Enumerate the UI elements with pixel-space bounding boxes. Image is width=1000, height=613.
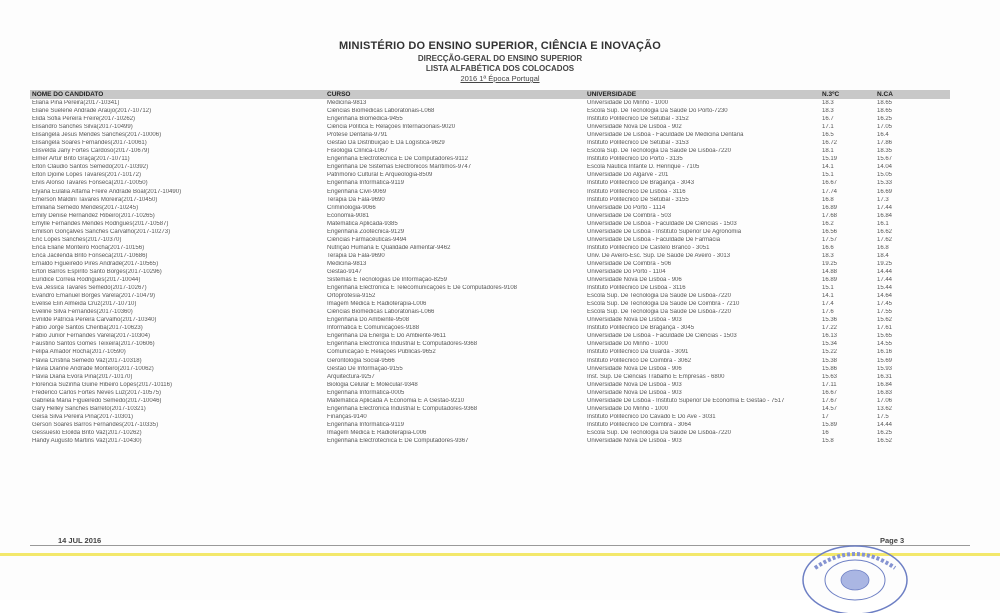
score-nca: 15.05 [877, 172, 893, 179]
course-name: Engenharia Informática-9119 [327, 180, 404, 187]
university-name: Instituto Politécnico De Setúbal - 3155 [587, 196, 689, 203]
candidate-name: Faustino Santos Gomes Teixeira(2017-10606) [32, 341, 155, 348]
score-n3c: 16.67 [822, 180, 838, 187]
candidate-name: Erica Jacilenda Brito Fonseca(2017-10686) [32, 252, 148, 259]
university-name: Univ. De Aveiro-Esc. Sup. De Saúde De Aveiro - 3013 [587, 252, 731, 259]
score-nca: 15.44 [877, 285, 893, 292]
course-name: Engenharia De Sistemas Electrónicos Marítimos-9747 [327, 164, 472, 171]
score-n3c: 14.1 [822, 293, 834, 300]
score-n3c: 18.3 [822, 252, 834, 259]
university-name: Instituto Politécnico De Setúbal - 3152 [587, 116, 689, 123]
score-nca: 16.52 [877, 437, 893, 444]
score-n3c: 15.1 [822, 285, 834, 292]
candidate-name: Emiliana Semedo Mendes(2017-10245) [32, 204, 139, 211]
table-row [30, 260, 950, 268]
table-row [30, 357, 950, 365]
score-nca: 15.69 [877, 357, 893, 364]
candidate-name: Ernaldo Figueiredo Pires Andrade(2017-10565) [32, 260, 159, 267]
course-name: Engenharia Civil-9069 [327, 188, 387, 195]
score-n3c: 16.5 [822, 132, 834, 139]
course-name: Engenharia Electrotécnica E De Computadores-9367 [327, 437, 469, 444]
candidate-name: Flávia Dianne Andrade Monteiro(2017-10062) [32, 365, 154, 372]
university-name: Universidade De Lisboa - Faculdade De Farmácia [587, 236, 721, 243]
university-name: Escola Sup. De Tecnologia Da Saúde Do Porto-7230 [587, 108, 728, 115]
score-nca: 18.4 [877, 252, 889, 259]
column-header-name: NOME DO CANDIDATO [32, 91, 104, 98]
candidate-name: Gary Helley Sanches Barreto(2017-10321) [32, 405, 146, 412]
score-n3c: 14.1 [822, 164, 834, 171]
university-name: Instituto Politécnico Do Cávado E Do Ave - 3031 [587, 413, 716, 420]
directorate-subtitle: DIRECÇÃO-GERAL DO ENSINO SUPERIOR [417, 54, 583, 63]
score-nca: 16.25 [877, 116, 893, 123]
score-n3c: 17.67 [822, 397, 838, 404]
candidate-name: Eva Jéssica Tavares Semedo(2017-10267) [32, 285, 147, 292]
course-name: Comunicação E Relações Públicas-9652 [327, 349, 436, 356]
candidate-name: Elyana Eulália Alfama Freire Andrade Boal(2017-10490) [32, 188, 182, 195]
university-name: Universidade De Lisboa - Faculdade De Ciências - 1503 [587, 333, 737, 340]
table-row [30, 429, 950, 437]
candidate-name: Flávia Cristina Semedo Vaz(2017-10318) [32, 357, 142, 364]
candidate-name: Eliane Suelene Andrade Araújo(2017-10712) [32, 108, 152, 115]
table-row [30, 228, 950, 236]
score-nca: 14.55 [877, 341, 893, 348]
candidate-name: Gabriela Maria Figueiredo Semedo(2017-10046) [32, 397, 162, 404]
course-name: Medicina-9813 [327, 260, 367, 267]
university-name: Instituto Politécnico De Castelo Branco - 3051 [587, 244, 710, 251]
table-row [30, 155, 950, 163]
candidate-name: Elisandro Sanches Silva(2017-10499) [32, 124, 133, 131]
table-row [30, 188, 950, 196]
score-nca: 19.25 [877, 260, 893, 267]
university-name: Universidade De Lisboa - Faculdade De Medicina Dentária [587, 132, 744, 139]
candidate-name: Gessueslo Eloilda Brito Vaz(2017-10262) [32, 429, 142, 436]
university-name: Universidade Nova De Lisboa - 906 [587, 365, 682, 372]
score-n3c: 16.13 [822, 333, 838, 340]
table-row [30, 252, 950, 260]
table-row [30, 276, 950, 284]
candidate-name: Geisa Silva Pereira Pina(2017-10301) [32, 413, 134, 420]
score-nca: 17.5 [877, 413, 889, 420]
score-n3c: 18.1 [822, 148, 834, 155]
candidate-name: Elton Djoine Lopes Tavares(2017-10172) [32, 172, 141, 179]
course-name: Terapia Da Fala-9690 [327, 196, 385, 203]
candidates-table [30, 90, 950, 445]
score-n3c: 15.1 [822, 172, 834, 179]
candidate-name: Emerson Maldini Tavares Moreira(2017-10450) [32, 196, 158, 203]
score-n3c: 17.74 [822, 188, 838, 195]
course-name: Engenharia Electrónica E Telecomunicações E De Computadores-9108 [327, 285, 517, 292]
score-nca: 17.05 [877, 124, 893, 131]
course-name: Economia-9081 [327, 212, 370, 219]
course-name: Engenharia Electrónica Industrial E Computadores-9368 [327, 405, 478, 412]
score-n3c: 17.6 [822, 309, 834, 316]
table-row [30, 284, 950, 292]
score-nca: 18.35 [877, 148, 893, 155]
score-n3c: 16.2 [822, 220, 834, 227]
course-name: Terapia Da Fala-9690 [327, 252, 385, 259]
university-name: Universidade Do Algarve - 201 [587, 172, 669, 179]
score-n3c: 15.19 [822, 156, 838, 163]
candidate-name: Eurídice Correia Rodrigues(2017-10044) [32, 277, 141, 284]
candidate-name: Evnilde Patrícia Pereira Carvalho(2017-10340) [32, 317, 157, 324]
course-name: Matemática Aplicada À Economia E À Gestão-9210 [327, 397, 465, 404]
table-row [30, 131, 950, 139]
score-nca: 17.62 [877, 236, 893, 243]
table-row [30, 204, 950, 212]
candidate-name: Eveline Silva Fernandes(2017-10360) [32, 309, 133, 316]
course-name: Ciências Biomédicas Laboratoriais-L066 [327, 309, 435, 316]
score-n3c: 18.3 [822, 108, 834, 115]
course-name: Engenharia Do Ambiente-9508 [327, 317, 410, 324]
score-n3c: 17.4 [822, 301, 834, 308]
university-name: Instituto Politécnico De Setúbal - 3153 [587, 140, 689, 147]
university-name: Instituto Politécnico De Bragança - 3043 [587, 180, 695, 187]
university-name: Universidade Nova De Lisboa - 902 [587, 124, 682, 131]
score-nca: 16.62 [877, 228, 893, 235]
table-row [30, 171, 950, 179]
table-row [30, 163, 950, 171]
score-nca: 16.83 [877, 389, 893, 396]
university-name: Escola Sup. De Tecnologia Da Saúde De Lisboa-7220 [587, 429, 731, 436]
score-nca: 15.67 [877, 156, 893, 163]
university-name: Instituto Politécnico Da Guarda - 3091 [587, 349, 689, 356]
university-name: Instituto Politécnico De Coimbra - 3064 [587, 421, 692, 428]
candidate-name: Handy Augusto Martins Vaz(2017-10430) [32, 437, 142, 444]
score-nca: 16.69 [877, 188, 893, 195]
university-name: Universidade De Lisboa - Faculdade De Ciências - 1503 [587, 220, 737, 227]
university-name: Inst. Sup. De Ciências Trabalho E Empresas - 6800 [587, 373, 725, 380]
course-name: Engenharia Biomédica-9455 [327, 116, 403, 123]
course-name: Gestão-9147 [327, 269, 362, 275]
candidate-name: Eliana Pina Pereira(2017-10341) [32, 100, 120, 107]
score-n3c: 15.34 [822, 341, 838, 348]
table-row [30, 381, 950, 389]
course-name: Matemática Aplicada-9385 [327, 220, 398, 227]
score-nca: 16.1 [877, 220, 889, 227]
table-row [30, 179, 950, 187]
score-n3c: 16.89 [822, 204, 838, 211]
course-name: Prótese Dentária-9791 [327, 132, 388, 139]
course-name: Nutrição Humana E Qualidade Alimentar-9462 [327, 244, 451, 251]
document-date: 14 JUL 2016 [58, 536, 102, 545]
candidate-name: Emily Denise Hernandez Ribeiro(2017-10265) [32, 212, 155, 219]
table-row [30, 308, 950, 316]
score-n3c: 14.57 [822, 405, 838, 412]
course-name: Engenharia Informática-0005 [327, 389, 405, 396]
candidate-name: Elvis Alonso Tavares Fonseca(2017-10050) [32, 180, 148, 187]
score-n3c: 16 [822, 429, 829, 436]
course-name: Património Cultural E Arqueologia-8509 [327, 172, 433, 179]
candidate-name: Emylle Fernandes Mendes Rodrigues(2017-10587) [32, 220, 169, 227]
score-n3c: 17.22 [822, 325, 838, 332]
score-n3c: 18.3 [822, 100, 834, 107]
university-name: Escola Sup. De Tecnologia Da Saúde De Lisboa-7220 [587, 293, 731, 300]
official-seal-icon [795, 538, 915, 613]
course-name: Ortoprotesia-9152 [327, 293, 376, 300]
table-row [30, 316, 950, 324]
ministry-title: MINISTÉRIO DO ENSINO SUPERIOR, CIÊNCIA E INOVAÇÃO [338, 40, 662, 52]
list-title: LISTA ALFABÉTICA DOS COLOCADOS [425, 64, 575, 73]
university-name: Universidade Nova De Lisboa - 903 [587, 389, 682, 396]
course-name: Imagem Médica E Radioterapia-L006 [327, 301, 427, 308]
university-name: Universidade Nova De Lisboa - 903 [587, 437, 682, 444]
candidate-name: Flávia Diana Évora Pina(2017-10170) [32, 373, 133, 380]
university-name: Instituto Politécnico Do Porto - 3135 [587, 156, 683, 163]
page-number: Page 3 [880, 536, 905, 545]
candidate-name: Elisangela Soares Fernandes(2017-10061) [32, 140, 147, 147]
university-name: Escola Sup. De Tecnologia Da Saúde De Lisboa-7220 [587, 148, 731, 155]
score-n3c: 15.63 [822, 373, 838, 380]
course-name: Ciência Política E Relações Internacionais-9020 [327, 124, 456, 131]
course-name: Gestão De Informação-9155 [327, 365, 403, 372]
university-name: Instituto Politécnico De Coimbra - 3062 [587, 357, 692, 364]
table-row [30, 99, 950, 107]
university-name: Instituto Politécnico De Lisboa - 3116 [587, 285, 686, 292]
university-name: Escola Sup. De Tecnologia Da Saúde De Coimbra - 7210 [587, 301, 740, 308]
score-nca: 14.04 [877, 164, 893, 171]
table-row [30, 147, 950, 155]
university-name: Escola Sup. De Tecnologia Da Saúde De Lisboa-7220 [587, 309, 731, 316]
university-name: Universidade De Coimbra - 506 [587, 260, 672, 267]
candidate-name: Florencia Suzinha Guine Ribeiro Lopes(2017-10116) [32, 381, 172, 388]
score-n3c: 16.72 [822, 140, 838, 147]
table-row [30, 139, 950, 147]
score-n3c: 15.89 [822, 421, 838, 428]
column-header-nca: N.CA [877, 91, 893, 98]
course-name: Engenharia Da Energia E Do Ambiente-9611 [327, 333, 446, 340]
university-name: Universidade Do Minho - 1000 [587, 341, 669, 348]
candidate-name: Felipa Amador Rocha(2017-10590) [32, 349, 126, 356]
course-name: Ciências Biomédicas Laboratoriais-L068 [327, 108, 435, 115]
score-nca: 18.65 [877, 108, 893, 115]
table-row [30, 397, 950, 405]
course-name: Fisiologia Clínica-L067 [327, 148, 388, 155]
score-n3c: 17.57 [822, 236, 838, 243]
score-n3c: 16.6 [822, 244, 834, 251]
table-row [30, 389, 950, 397]
course-name: Informática E Comunicações-9188 [327, 325, 420, 332]
score-nca: 16.84 [877, 381, 893, 388]
score-nca: 15.93 [877, 365, 893, 372]
score-nca: 18.65 [877, 100, 893, 107]
university-name: Universidade De Coimbra - 503 [587, 212, 672, 219]
university-name: Escola Náutica Infante D. Henrique - 7105 [587, 164, 700, 171]
course-name: Imagem Médica E Radioterapia-L006 [327, 429, 427, 436]
course-name: Biologia Celular E Molecular-9348 [327, 381, 418, 388]
university-name: Universidade Nova De Lisboa - 903 [587, 381, 682, 388]
candidate-name: Evelise Elin Almeida Cruz(2017-10710) [32, 301, 137, 308]
course-name: Engenharia Electrotécnica E De Computadores-9112 [327, 156, 468, 163]
score-nca: 15.65 [877, 333, 893, 340]
score-nca: 14.44 [877, 269, 893, 275]
score-n3c: 17.11 [822, 381, 837, 388]
score-nca: 16.8 [877, 244, 889, 251]
score-n3c: 17 [822, 413, 829, 420]
course-name: Criminologia-9066 [327, 204, 376, 211]
course-name: Engenharia Zootécnica-9129 [327, 228, 405, 235]
table-row [30, 437, 950, 445]
score-nca: 17.44 [877, 277, 893, 284]
score-n3c: 15.86 [822, 365, 838, 372]
university-name: Universidade Do Minho - 1000 [587, 100, 669, 107]
course-name: Gestão Da Distribuição E Da Logística-9629 [327, 140, 445, 147]
table-row [30, 332, 950, 340]
course-name: Sistemas E Tecnologias De Informação-8259 [327, 277, 447, 284]
university-name: Universidade Do Porto - 1114 [587, 204, 666, 211]
score-nca: 16.25 [877, 429, 893, 436]
column-header-n3c: N.3ºC [822, 91, 840, 98]
table-row [30, 300, 950, 308]
university-name: Universidade Nova De Lisboa - 906 [587, 277, 682, 284]
university-name: Instituto Politécnico De Bragança - 3045 [587, 325, 695, 332]
candidate-name: Elmer Artur Brito Graça(2017-10711) [32, 156, 130, 163]
table-row [30, 292, 950, 300]
score-n3c: 16.89 [822, 277, 838, 284]
table-row [30, 123, 950, 131]
score-n3c: 15.22 [822, 349, 838, 356]
table-body [30, 99, 950, 445]
score-nca: 16.84 [877, 212, 893, 219]
candidate-name: Gerson Soares Barros Fernandes(2017-10335) [32, 421, 159, 428]
score-n3c: 16.56 [822, 228, 838, 235]
candidate-name: Elida Sofia Pereira Freire(2017-10262) [32, 116, 136, 123]
score-nca: 17.86 [877, 140, 893, 147]
score-n3c: 15.38 [822, 357, 838, 364]
score-n3c: 16.67 [822, 389, 838, 396]
university-name: Universidade Nova De Lisboa - 903 [587, 317, 682, 324]
score-nca: 16.4 [877, 132, 889, 139]
table-row [30, 340, 950, 348]
score-nca: 16.16 [877, 349, 893, 356]
course-name: Finanças-9140 [327, 413, 367, 420]
table-row [30, 405, 950, 413]
table-row [30, 324, 950, 332]
candidate-name: Elton Cláudio Santos Semedo(2017-10392) [32, 164, 149, 171]
score-n3c: 16.8 [822, 196, 834, 203]
course-name: Engenharia Informática-9119 [327, 421, 404, 428]
score-n3c: 19.25 [822, 260, 838, 267]
table-row [30, 365, 950, 373]
candidate-name: Fabio Jorge Santos Cheriba(2017-10623) [32, 325, 143, 332]
candidate-name: Erica Eliane Monteiro Rocha(2017-10156) [32, 244, 145, 251]
score-nca: 14.64 [877, 293, 893, 300]
score-n3c: 14.88 [822, 269, 838, 275]
table-row [30, 236, 950, 244]
score-nca: 17.45 [877, 301, 893, 308]
candidate-name: Evandro Emanuel Borges Varela(2017-10479) [32, 293, 155, 300]
table-row [30, 107, 950, 115]
table-row [30, 244, 950, 252]
score-nca: 17.61 [877, 325, 893, 332]
document-header [0, 40, 1000, 83]
score-nca: 15.33 [877, 180, 893, 187]
column-header-course: CURSO [327, 91, 351, 98]
university-name: Universidade De Lisboa - Instituto Superior De Agronomia [587, 228, 742, 235]
table-row [30, 413, 950, 421]
course-name: Engenharia Electrónica Industrial E Computadores-9368 [327, 341, 478, 348]
course-name: Arquitectura-9257 [327, 373, 375, 380]
score-nca: 17.06 [877, 397, 893, 404]
score-nca: 16.31 [877, 373, 893, 380]
candidate-name: Frederico Carlos Fortes Neves Luz(2017-10575) [32, 389, 162, 396]
candidate-name: Erton Barros Espírito Santo Borges(2017-10296) [32, 269, 162, 275]
university-name: Instituto Politécnico De Lisboa - 3116 [587, 188, 686, 195]
candidate-name: Eric Lopes Sanches(2017-10370) [32, 236, 122, 243]
score-nca: 15.62 [877, 317, 893, 324]
score-n3c: 17.1 [822, 124, 834, 131]
score-nca: 17.55 [877, 309, 893, 316]
score-nca: 14.44 [877, 421, 893, 428]
table-row [30, 268, 950, 276]
candidate-name: Elisvelda Jany Fortes Cardoso(2017-10679) [32, 148, 150, 155]
university-name: Universidade Do Porto - 1104 [587, 269, 666, 275]
candidate-name: Emilson Gonçalves Sanches Carvalho(2017-10273) [32, 228, 171, 235]
table-row [30, 220, 950, 228]
table-row [30, 115, 950, 123]
score-n3c: 17.68 [822, 212, 838, 219]
score-n3c: 15.36 [822, 317, 838, 324]
score-n3c: 16.7 [822, 116, 834, 123]
course-name: Gerontologia Social-9566 [327, 357, 395, 364]
table-row [30, 212, 950, 220]
table-header [30, 90, 950, 99]
university-name: Universidade Do Minho - 1000 [587, 405, 669, 412]
score-nca: 17.44 [877, 204, 893, 211]
course-name: Ciências Farmacêuticas-9494 [327, 236, 407, 243]
table-row [30, 348, 950, 356]
score-nca: 17.3 [877, 196, 889, 203]
score-n3c: 15.8 [822, 437, 834, 444]
candidate-name: Elisangela Jesus Mendes Sanches(2017-10006) [32, 132, 162, 139]
table-row [30, 196, 950, 204]
university-name: Universidade De Lisboa - Instituto Superior De Economia E Gestão - 7517 [587, 397, 785, 404]
score-nca: 13.62 [877, 405, 893, 412]
course-name: Medicina-9813 [327, 100, 367, 107]
table-row [30, 421, 950, 429]
edition-label: 2016 1ª Época Portugal [460, 74, 540, 83]
column-header-university: UNIVERSIDADE [587, 91, 637, 98]
table-row [30, 373, 950, 381]
candidate-name: Fabio Junior Fernandes Varela(2017-10304) [32, 333, 150, 340]
